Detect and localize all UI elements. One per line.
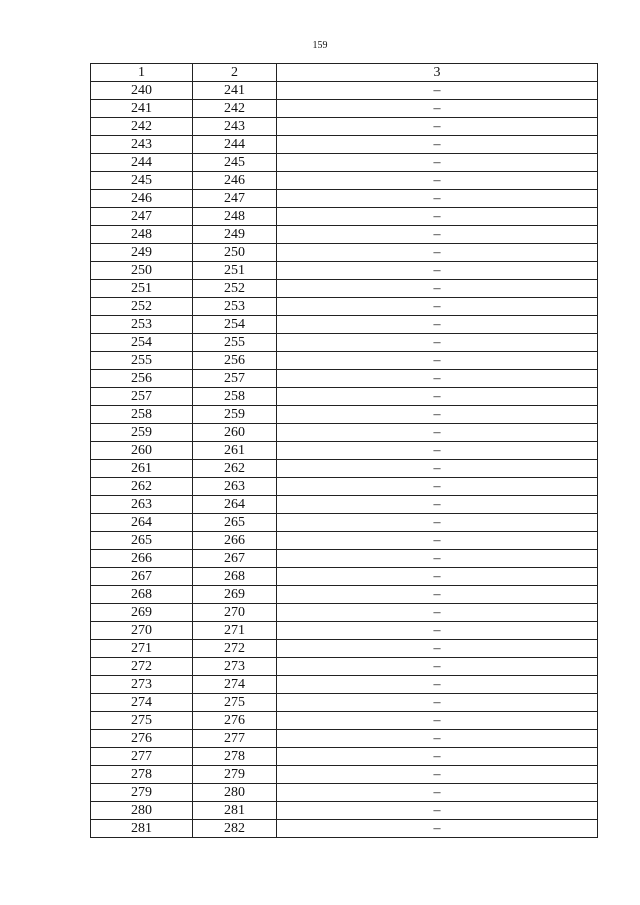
table-cell-col2: 260 xyxy=(193,424,277,442)
table-row xyxy=(91,172,598,190)
table-row xyxy=(91,694,598,712)
table-cell-col1: 255 xyxy=(91,352,193,370)
table-cell-col1: 248 xyxy=(91,226,193,244)
table-cell-col1: 275 xyxy=(91,712,193,730)
table-cell-col3: – xyxy=(277,820,598,838)
table-cell-col1: 263 xyxy=(91,496,193,514)
table-cell-col1: 249 xyxy=(91,244,193,262)
table-cell-col2: 277 xyxy=(193,730,277,748)
table-row xyxy=(91,586,598,604)
table-cell-col2: 243 xyxy=(193,118,277,136)
table-cell-col3: – xyxy=(277,82,598,100)
table-cell-col3: – xyxy=(277,694,598,712)
table-cell-col1: 273 xyxy=(91,676,193,694)
table-cell-col2: 255 xyxy=(193,334,277,352)
table-cell-col1: 264 xyxy=(91,514,193,532)
table-cell-col3: – xyxy=(277,208,598,226)
table-row xyxy=(91,514,598,532)
table-cell-col2: 276 xyxy=(193,712,277,730)
table-cell-col2: 266 xyxy=(193,532,277,550)
table-row xyxy=(91,532,598,550)
table-cell-col1: 279 xyxy=(91,784,193,802)
table-cell-col2: 262 xyxy=(193,460,277,478)
table-cell-col2: 250 xyxy=(193,244,277,262)
table-cell-col1: 258 xyxy=(91,406,193,424)
table-cell-col3: – xyxy=(277,370,598,388)
table-cell-col1: 271 xyxy=(91,640,193,658)
table-cell-col3: – xyxy=(277,730,598,748)
table-row xyxy=(91,316,598,334)
table-cell-col2: 267 xyxy=(193,550,277,568)
table-cell-col1: 272 xyxy=(91,658,193,676)
table-cell-col2: 272 xyxy=(193,640,277,658)
table-row xyxy=(91,154,598,172)
table-cell-col1: 253 xyxy=(91,316,193,334)
table-cell-col1: 269 xyxy=(91,604,193,622)
table-row xyxy=(91,676,598,694)
table-row xyxy=(91,262,598,280)
table-cell-col2: 244 xyxy=(193,136,277,154)
table-cell-col2: 258 xyxy=(193,388,277,406)
table-cell-col3: – xyxy=(277,100,598,118)
table-cell-col2: 264 xyxy=(193,496,277,514)
table-cell-col1: 251 xyxy=(91,280,193,298)
table-cell-col3: – xyxy=(277,496,598,514)
table-cell-col2: 278 xyxy=(193,748,277,766)
table-cell-col2: 282 xyxy=(193,820,277,838)
table-cell-col3: – xyxy=(277,280,598,298)
table-cell-col1: 276 xyxy=(91,730,193,748)
table-cell-col1: 262 xyxy=(91,478,193,496)
table-cell-col3: – xyxy=(277,460,598,478)
table-body xyxy=(91,82,598,838)
table-cell-col3: – xyxy=(277,226,598,244)
table-row xyxy=(91,460,598,478)
table-row xyxy=(91,604,598,622)
table-cell-col2: 270 xyxy=(193,604,277,622)
table-cell-col3: – xyxy=(277,298,598,316)
table-cell-col1: 274 xyxy=(91,694,193,712)
table-row xyxy=(91,820,598,838)
table-cell-col2: 253 xyxy=(193,298,277,316)
table-row xyxy=(91,370,598,388)
table-cell-col2: 273 xyxy=(193,658,277,676)
table-cell-col2: 246 xyxy=(193,172,277,190)
table-cell-col3: – xyxy=(277,622,598,640)
table-cell-col3: – xyxy=(277,550,598,568)
table-cell-col1: 257 xyxy=(91,388,193,406)
column-header-3: 3 xyxy=(277,64,598,82)
table-cell-col3: – xyxy=(277,568,598,586)
table-cell-col3: – xyxy=(277,748,598,766)
table-cell-col1: 244 xyxy=(91,154,193,172)
table-cell-col1: 241 xyxy=(91,100,193,118)
table-row xyxy=(91,424,598,442)
table-row xyxy=(91,244,598,262)
table-row xyxy=(91,118,598,136)
table-cell-col2: 274 xyxy=(193,676,277,694)
table-cell-col3: – xyxy=(277,532,598,550)
table-cell-col1: 270 xyxy=(91,622,193,640)
table-cell-col1: 261 xyxy=(91,460,193,478)
table-row xyxy=(91,730,598,748)
table-cell-col3: – xyxy=(277,244,598,262)
table-cell-col2: 259 xyxy=(193,406,277,424)
table-row xyxy=(91,136,598,154)
table-row xyxy=(91,82,598,100)
table-cell-col1: 254 xyxy=(91,334,193,352)
table-row xyxy=(91,406,598,424)
table-cell-col2: 269 xyxy=(193,586,277,604)
table-cell-col1: 242 xyxy=(91,118,193,136)
table-cell-col3: – xyxy=(277,802,598,820)
table-cell-col3: – xyxy=(277,388,598,406)
table-cell-col1: 256 xyxy=(91,370,193,388)
table-cell-col1: 245 xyxy=(91,172,193,190)
table-cell-col3: – xyxy=(277,406,598,424)
table-cell-col2: 256 xyxy=(193,352,277,370)
table-cell-col1: 260 xyxy=(91,442,193,460)
table-cell-col2: 247 xyxy=(193,190,277,208)
table-cell-col3: – xyxy=(277,154,598,172)
table-cell-col3: – xyxy=(277,712,598,730)
table-row xyxy=(91,352,598,370)
table-cell-col3: – xyxy=(277,424,598,442)
table-cell-col3: – xyxy=(277,352,598,370)
table-cell-col3: – xyxy=(277,172,598,190)
table-cell-col2: 265 xyxy=(193,514,277,532)
table-cell-col2: 254 xyxy=(193,316,277,334)
table-cell-col3: – xyxy=(277,676,598,694)
table-cell-col1: 252 xyxy=(91,298,193,316)
table-cell-col2: 271 xyxy=(193,622,277,640)
table-cell-col3: – xyxy=(277,190,598,208)
table-cell-col2: 257 xyxy=(193,370,277,388)
table-row xyxy=(91,550,598,568)
table-row xyxy=(91,478,598,496)
table-row xyxy=(91,568,598,586)
table-row xyxy=(91,442,598,460)
table-cell-col1: 240 xyxy=(91,82,193,100)
table-cell-col1: 250 xyxy=(91,262,193,280)
table-row xyxy=(91,298,598,316)
table-cell-col1: 259 xyxy=(91,424,193,442)
table-cell-col2: 252 xyxy=(193,280,277,298)
table-cell-col1: 243 xyxy=(91,136,193,154)
table-cell-col1: 277 xyxy=(91,748,193,766)
table-row xyxy=(91,766,598,784)
table-cell-col1: 281 xyxy=(91,820,193,838)
table-cell-col2: 251 xyxy=(193,262,277,280)
table-cell-col3: – xyxy=(277,442,598,460)
table-row xyxy=(91,388,598,406)
table-cell-col2: 268 xyxy=(193,568,277,586)
table-cell-col2: 241 xyxy=(193,82,277,100)
table-cell-col3: – xyxy=(277,586,598,604)
table-cell-col2: 249 xyxy=(193,226,277,244)
table-cell-col3: – xyxy=(277,604,598,622)
table-row xyxy=(91,748,598,766)
table-cell-col3: – xyxy=(277,766,598,784)
table-cell-col2: 242 xyxy=(193,100,277,118)
table-row xyxy=(91,280,598,298)
table-row xyxy=(91,100,598,118)
table-row xyxy=(91,496,598,514)
table-cell-col3: – xyxy=(277,478,598,496)
page-number: 159 xyxy=(312,40,328,51)
table-row xyxy=(91,802,598,820)
table-row xyxy=(91,622,598,640)
table-cell-col1: 246 xyxy=(91,190,193,208)
table-cell-col2: 279 xyxy=(193,766,277,784)
table-cell-col2: 248 xyxy=(193,208,277,226)
table-cell-col1: 266 xyxy=(91,550,193,568)
table-row xyxy=(91,208,598,226)
table-cell-col1: 278 xyxy=(91,766,193,784)
table-row xyxy=(91,712,598,730)
table-cell-col3: – xyxy=(277,514,598,532)
table-row xyxy=(91,226,598,244)
table-cell-col3: – xyxy=(277,118,598,136)
table-row xyxy=(91,334,598,352)
table-cell-col2: 245 xyxy=(193,154,277,172)
table-cell-col3: – xyxy=(277,136,598,154)
table-header-row xyxy=(91,64,598,82)
table-cell-col2: 281 xyxy=(193,802,277,820)
table-cell-col1: 280 xyxy=(91,802,193,820)
table-cell-col3: – xyxy=(277,640,598,658)
table-cell-col2: 261 xyxy=(193,442,277,460)
table-cell-col2: 263 xyxy=(193,478,277,496)
table-row xyxy=(91,640,598,658)
table-row xyxy=(91,784,598,802)
table-cell-col1: 265 xyxy=(91,532,193,550)
table-cell-col1: 268 xyxy=(91,586,193,604)
table-cell-col3: – xyxy=(277,316,598,334)
table-cell-col2: 275 xyxy=(193,694,277,712)
table-cell-col3: – xyxy=(277,784,598,802)
data-table xyxy=(90,63,598,838)
table-cell-col1: 267 xyxy=(91,568,193,586)
column-header-2: 2 xyxy=(193,64,277,82)
table-row xyxy=(91,658,598,676)
column-header-1: 1 xyxy=(91,64,193,82)
table-row xyxy=(91,190,598,208)
table-cell-col1: 247 xyxy=(91,208,193,226)
table-cell-col3: – xyxy=(277,334,598,352)
table-cell-col3: – xyxy=(277,658,598,676)
table-cell-col3: – xyxy=(277,262,598,280)
table-cell-col2: 280 xyxy=(193,784,277,802)
